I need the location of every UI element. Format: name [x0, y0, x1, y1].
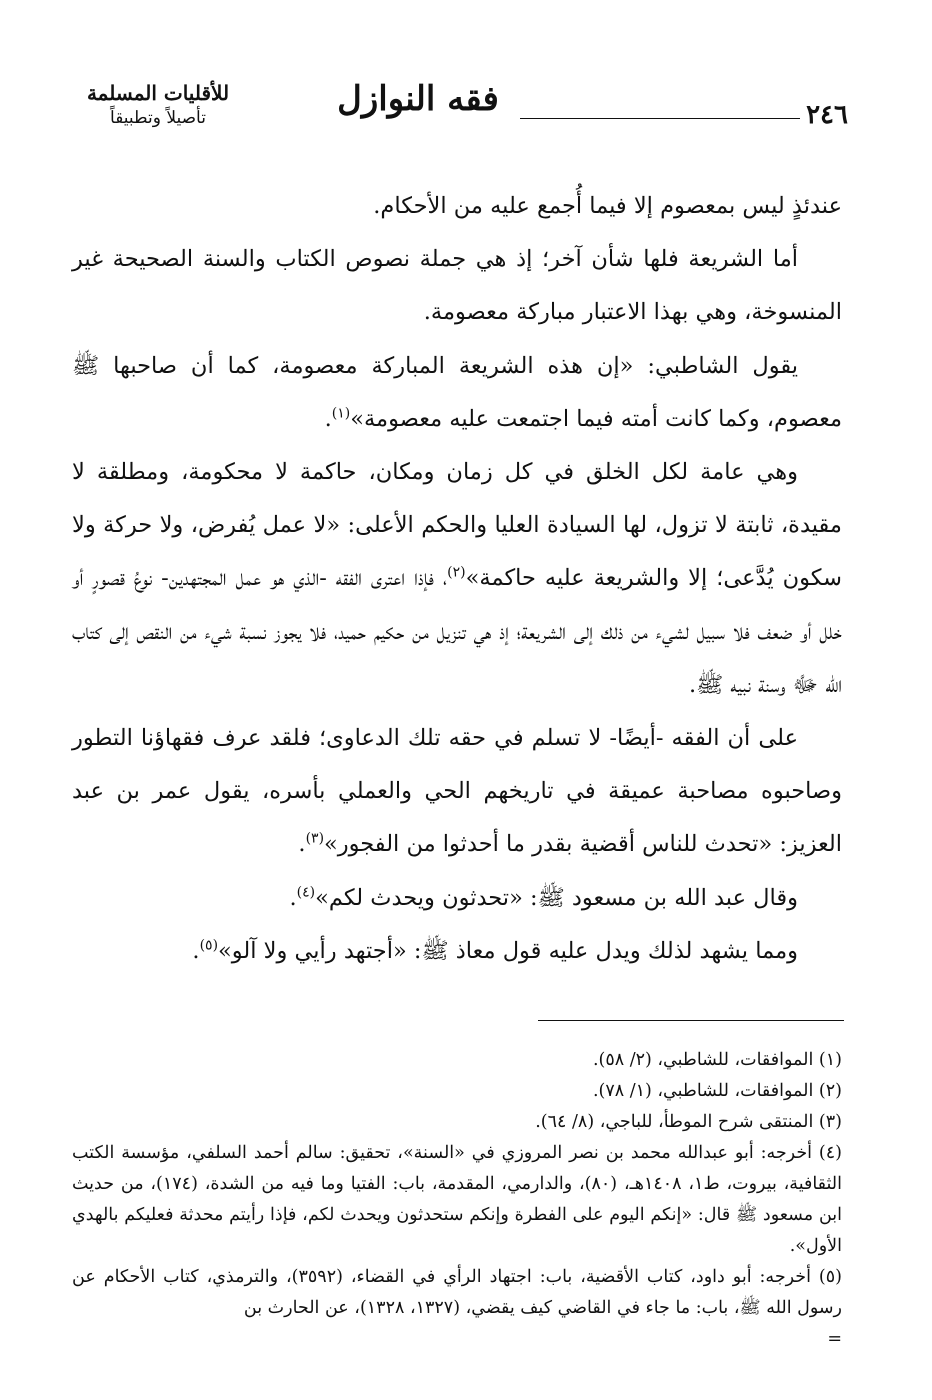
footnote-ref[interactable]: (٤) — [296, 884, 316, 901]
paragraph: على أن الفقه -أيضًا- لا تسلم في حقه تلك الدعاوى؛ فلقد عرف فقهاؤنا التطور وصاحبوه مصاحبة عميقة في تاريخهم الحي والعملي بأسره، يقول عمر بن عبد العزيز: «تحدث للناس أقضية بقدر ما أحدثوا من الفجور»$^{(٣)}$. — [72, 725, 842, 858]
page-header — [78, 78, 848, 148]
footnotes — [72, 1045, 842, 1355]
footnote-ref[interactable]: (٣) — [305, 830, 325, 847]
footnote-item: (١) الموافقات، للشاطبي، (٢/ ٥٨). — [592, 1050, 842, 1070]
book-title: فقه النوازل — [337, 79, 499, 119]
footnote-item: (٢) الموافقات، للشاطبي، (١/ ٧٨). — [592, 1081, 842, 1101]
paragraph: وهي عامة لكل الخلق في كل زمان ومكان، حاكمة لا محكومة، ومطلقة لا مقيدة، ثابتة لا تزول، لها السيادة العليا والحكم الأعلى: «لا عمل يُفرض، ولا حركة ولا سكون يُدَّعى؛ إلا والشريعة عليه حاكمة»$^{(٢)}$، فإذا اعترى الفقه -الذي هو عمل المجتهدين- نوعُ قصورٍ أو خلل أو ضعف فلا سبيل لشيء من ذلك إلى الشريعة؛ إذ هي تنزيل من حكيم حميد، فلا يجوز نسبة شيء من النقص إلى كتاب الله ﷻ وسنة نبيه ﷺ. — [72, 459, 843, 698]
paragraph: أما الشريعة فلها شأن آخر؛ إذ هي جملة نصوص الكتاب والسنة الصحيحة غير المنسوخة، وهي بهذا الاعتبار مباركة معصومة. — [72, 246, 842, 326]
paragraph: يقول الشاطبي: «إن هذه الشريعة المباركة معصومة، كما أن صاحبها ﷺ معصوم، وكما كانت أمته فيما اجتمعت عليه معصومة»$^{(١)}$. — [72, 352, 842, 432]
footnote-separator — [538, 1020, 844, 1021]
subtitle-line-1: للأقليات المسلمة — [86, 81, 230, 105]
main-text — [72, 180, 842, 978]
footnote-item: (٤) أخرجه: أبو عبدالله محمد بن نصر المروزي في «السنة»، تحقيق: سالم أحمد السلفي، مؤسسة الكتب الثقافية، بيروت، ط١، ١٤٠٨هـ، (٨٠)، والدارمي، المقدمة، باب: الفتيا وما فيه من الشدة، (١٧٤)، من حديث ابن مسعود ﷺ قال: «إنكم اليوم على الفطرة وإنكم ستحدثون ويحدث لكم، فإذا رأيتم محدثة فعليكم بالهدي الأول». — [72, 1143, 842, 1256]
paragraph: عندئذٍ ليس بمعصوم إلا فيما أُجمع عليه من الأحكام. — [373, 193, 842, 219]
footnote-item: (٥) أخرجه: أبو داود، كتاب الأقضية، باب: اجتهاد الرأي في القضاء، (٣٥٩٢)، والترمذي، كتاب الأحكام عن رسول الله ﷺ، باب: ما جاء في القاضي كيف يقضي، (١٣٢٧، ١٣٢٨)، عن الحارث بن — [72, 1267, 842, 1318]
paragraph: ومما يشهد لذلك ويدل عليه قول معاذ ﷺ: «أجتهد رأيي ولا آلو»$^{(٥)}$. — [192, 937, 798, 964]
footnote-ref[interactable]: (١) — [331, 405, 351, 422]
paragraph: وقال عبد الله بن مسعود ﷺ: «تحدثون ويحدث لكم»$^{(٤)}$. — [289, 884, 798, 911]
footnote-item: (٣) المنتقى شرح الموطأ، للباجي، (٨/ ٦٤). — [535, 1112, 842, 1132]
book-subtitle — [78, 80, 238, 130]
footnote-ref[interactable]: (٥) — [199, 937, 219, 954]
footnote-continuation-mark: = — [827, 1329, 842, 1349]
subtitle-line-2: تأصيلاً وتطبيقاً — [110, 108, 206, 128]
header-rule — [520, 118, 800, 119]
page-number: ٢٤٦ — [806, 100, 848, 130]
footnote-ref[interactable]: (٢) — [447, 564, 466, 581]
